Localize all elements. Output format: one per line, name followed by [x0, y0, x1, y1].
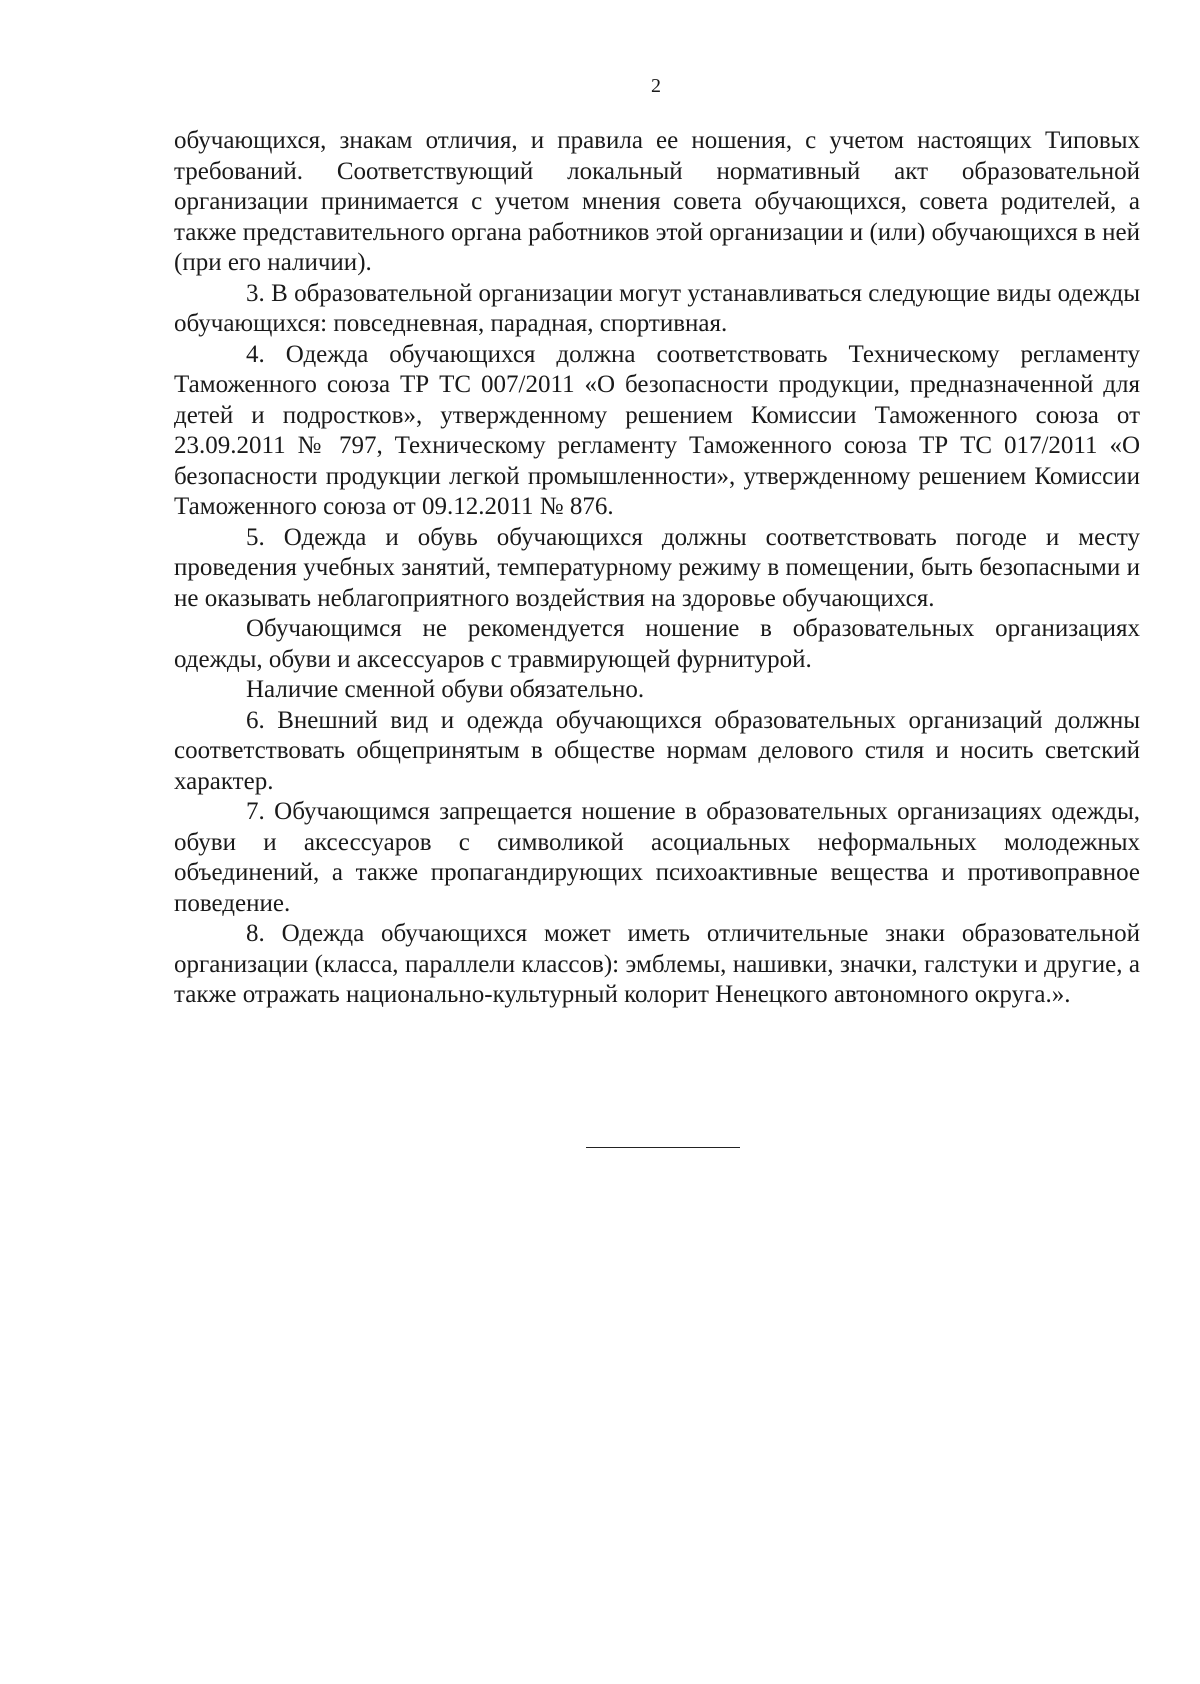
- paragraph-footwear-recommendation: Обучающимся не рекомендуется ношение в образовательных организациях одежды, обуви и аксессуаров с травмирующей фурнитурой.: [174, 615, 1140, 673]
- paragraph-item-5: 5. Одежда и обувь обучающихся должны соответствовать погоде и месту проведения учебных занятий, температурному режиму в помещении, быть безопасными и не оказывать неблагоприятного воздействия на здоровье обучающихся.: [174, 523, 1140, 612]
- paragraph-item-7: 7. Обучающимся запрещается ношение в образовательных организациях одежды, обуви и аксессуаров с символикой асоциальных неформальных молодежных объединений, а также пропагандирующих психоактивные вещества и противоправное поведение.: [174, 798, 1140, 917]
- paragraph-replacement-shoes: Наличие сменной обуви обязательно.: [246, 676, 645, 703]
- page-number: 2: [651, 75, 661, 97]
- paragraph-item-8: 8. Одежда обучающихся может иметь отличительные знаки образовательной организации (класса, параллели классов): эмблемы, нашивки, значки, галстуки и другие, а также отражать национально-культурный колорит Ненецкого автономного округа.».: [174, 920, 1140, 1008]
- end-divider-line: [586, 1147, 740, 1148]
- document-body: [174, 126, 1140, 1011]
- paragraph-item-4: 4. Одежда обучающихся должна соответствовать Техническому регламенту Таможенного союза ТР ТС 007/2011 «О безопасности продукции, предназначенной для детей и подростков», утвержденному решением Комиссии Таможенного союза от 23.09.2011 № 797, Техническому регламенту Таможенного союза ТР ТС 017/2011 «О безопасности продукции легкой промышленности», утвержденному решением Комиссии Таможенного союза от 09.12.2011 № 876.: [174, 340, 1140, 520]
- paragraph-continuation: обучающихся, знакам отличия, и правила ее ношения, с учетом настоящих Типовых требований. Соответствующий локальный нормативный акт образовательной организации принимается с учетом мнения совета обучающихся, совета родителей, а также представительного органа работников этой организации и (или) обучающихся в ней (при его наличии).: [174, 127, 1140, 276]
- paragraph-item-3: 3. В образовательной организации могут устанавливаться следующие виды одежды обучающихся: повседневная, парадная, спортивная.: [174, 279, 1140, 337]
- paragraph-item-6: 6. Внешний вид и одежда обучающихся образовательных организаций должны соответствовать общепринятым в обществе нормам делового стиля и носить светский характер.: [174, 706, 1140, 795]
